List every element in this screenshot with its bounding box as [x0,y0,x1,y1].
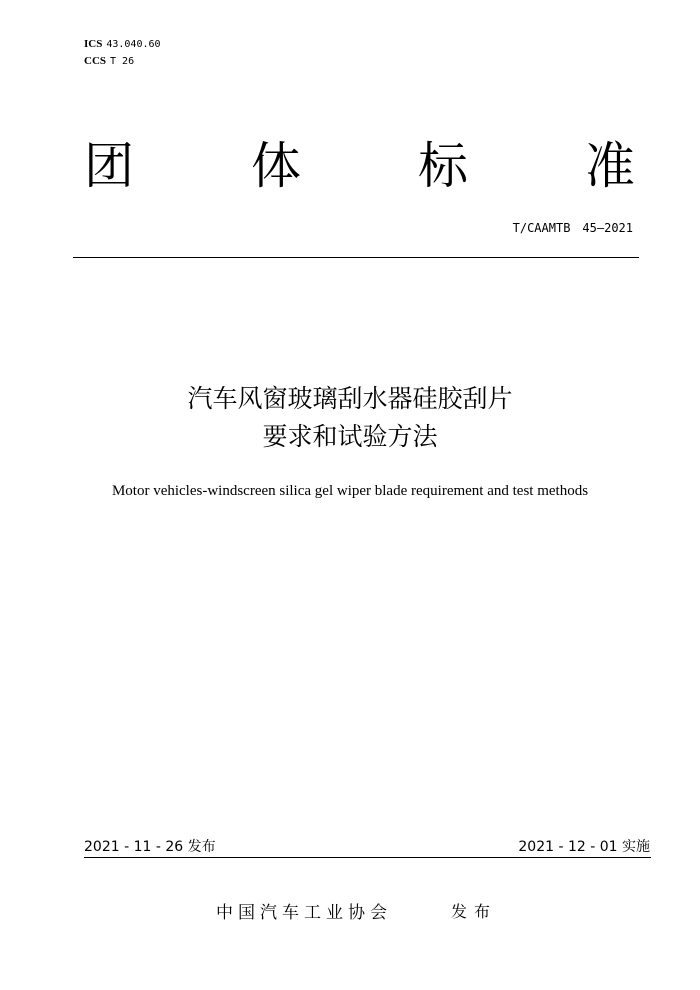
standard-type-char-4: 准 [585,137,635,195]
publisher-name: 中国汽车工业协会 [216,903,392,923]
ics-label: ICS [84,38,103,50]
header-divider [73,257,639,258]
title-cn-line2: 要求和试验方法 [262,422,438,451]
title-cn-line1: 汽车风窗玻璃刮水器硅胶刮片 [187,384,513,413]
ccs-value: T 26 [110,56,135,67]
standard-type-char-2: 体 [251,137,301,195]
standard-type-char-3: 标 [418,137,468,195]
ics-line [84,37,161,52]
standard-type-char-1: 团 [84,137,134,195]
ics-value: 43.040.60 [106,39,161,50]
footer-divider [84,857,651,858]
ccs-line [84,54,134,69]
standard-code-number: 45—2021 [582,221,633,235]
ccs-label: CCS [84,55,107,67]
title-en: Motor vehicles-windscreen silica gel wiper blade requirement and test methods [111,483,589,499]
standard-code-prefix: T/CAAMTB [512,221,571,235]
implement-date: 2021 - 12 - 01 实施 [518,839,650,855]
standard-code [513,221,633,235]
publish-date: 2021 - 11 - 26 发布 [84,839,216,855]
publisher-action: 发布 [451,902,498,921]
